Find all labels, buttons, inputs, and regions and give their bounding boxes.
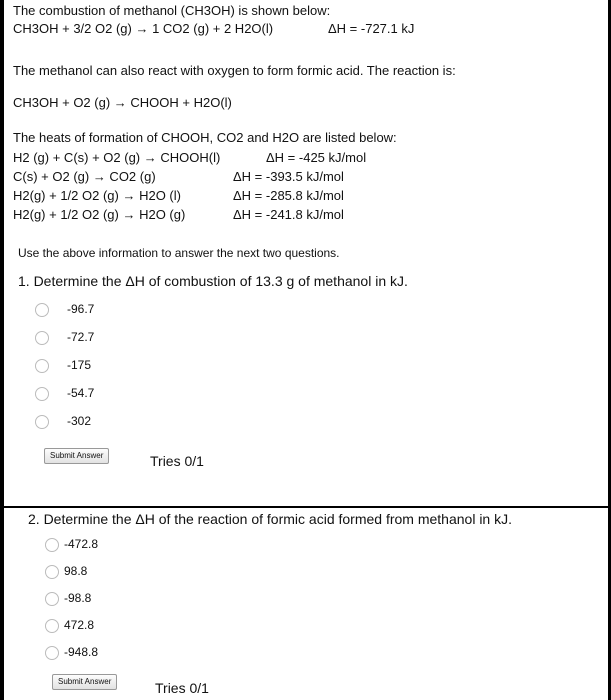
question-1-text: 1. Determine the ΔH of combustion of 13.3 g of methanol in kJ. <box>18 273 408 289</box>
question-panel-1 <box>4 0 608 506</box>
formation-eq: H2(g) + 1/2 O2 (g) → H2O (g) <box>13 207 186 222</box>
formic-reaction: CH3OH + O2 (g) → CHOOH + H2O(l) <box>13 95 232 110</box>
question-panel-2 <box>4 508 608 700</box>
heats-intro: The heats of formation of CHOOH, CO2 and H2O are listed below: <box>13 130 397 145</box>
formation-dh: ΔH = -241.8 kJ/mol <box>233 207 344 222</box>
q2-option-radio[interactable] <box>45 619 59 633</box>
q2-option-radio[interactable] <box>45 592 59 606</box>
intro-line: The combustion of methanol (CH3OH) is shown below: <box>13 3 331 18</box>
formation-dh: ΔH = -425 kJ/mol <box>266 150 367 165</box>
combustion-dh: ΔH = -727.1 kJ <box>328 21 415 36</box>
tries-counter: Tries 0/1 <box>155 680 209 696</box>
q2-option-radio[interactable] <box>45 646 59 660</box>
formation-eq: C(s) + O2 (g) → CO2 (g) <box>13 169 156 184</box>
q1-option-radio[interactable] <box>35 331 49 345</box>
formation-dh: ΔH = -285.8 kJ/mol <box>233 188 344 203</box>
q2-option-label: 472.8 <box>64 618 95 632</box>
formation-eq: H2 (g) + C(s) + O2 (g) → CHOOH(l) <box>13 150 221 165</box>
question-2-text: 2. Determine the ΔH of the reaction of formic acid formed from methanol in kJ. <box>28 511 512 527</box>
q2-option-label: -98.8 <box>64 591 92 605</box>
q1-option-radio[interactable] <box>35 359 49 373</box>
q1-option-radio[interactable] <box>35 415 49 429</box>
q1-option-label: -302 <box>67 414 92 428</box>
combustion-reaction: CH3OH + 3/2 O2 (g) → 1 CO2 (g) + 2 H2O(l) <box>13 21 274 36</box>
q2-option-radio[interactable] <box>45 565 59 579</box>
q1-option-label: -72.7 <box>67 330 95 344</box>
q2-option-radio[interactable] <box>45 538 59 552</box>
formation-dh: ΔH = -393.5 kJ/mol <box>233 169 344 184</box>
q1-option-label: -175 <box>67 358 92 372</box>
submit-answer-button[interactable]: Submit Answer <box>44 448 109 464</box>
formation-eq: H2(g) + 1/2 O2 (g) → H2O (l) <box>13 188 181 203</box>
instruction-text: Use the above information to answer the next two questions. <box>18 246 340 260</box>
q1-option-label: -96.7 <box>67 302 95 316</box>
q2-option-label: -948.8 <box>64 645 99 659</box>
q1-option-radio[interactable] <box>35 303 49 317</box>
q2-option-label: 98.8 <box>64 564 88 578</box>
submit-answer-button[interactable]: Submit Answer <box>52 674 117 690</box>
q1-option-label: -54.7 <box>67 386 95 400</box>
tries-counter: Tries 0/1 <box>150 453 204 469</box>
formic-intro: The methanol can also react with oxygen to form formic acid. The reaction is: <box>13 63 456 78</box>
q2-option-label: -472.8 <box>64 537 99 551</box>
q1-option-radio[interactable] <box>35 387 49 401</box>
